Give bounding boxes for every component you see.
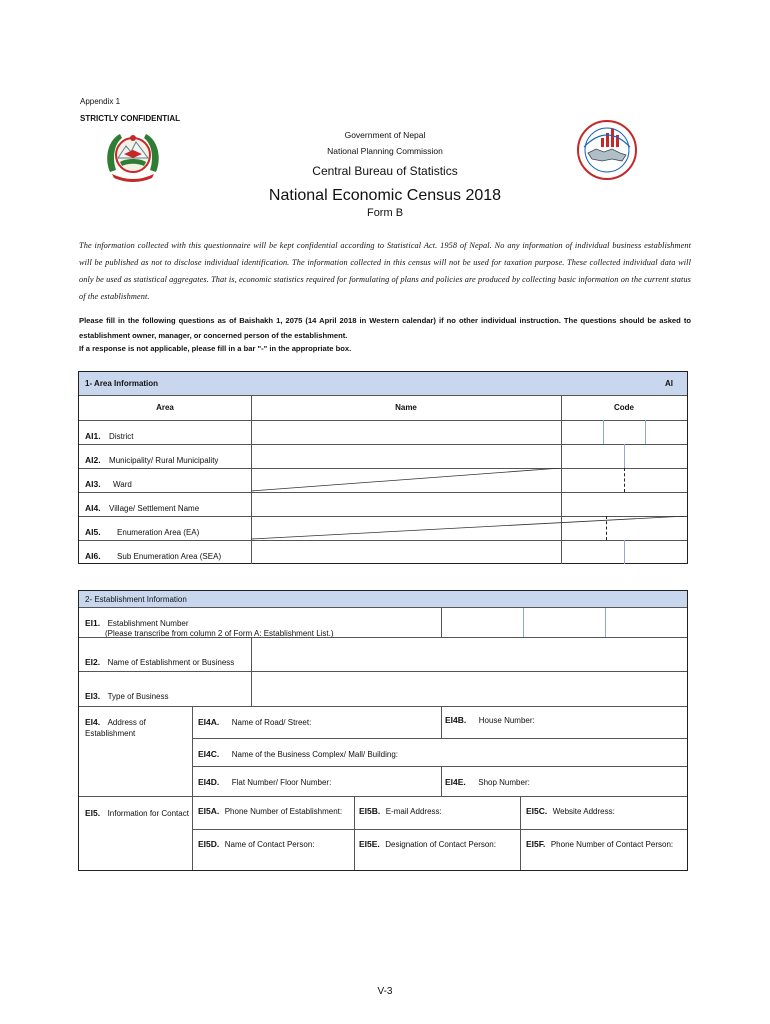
ei5e-field[interactable]: [359, 834, 496, 852]
row-ei4: [85, 712, 146, 730]
ei4a-code: EI4A.: [198, 717, 220, 727]
ai2-name-input[interactable]: [252, 445, 560, 467]
ei5c-field[interactable]: [526, 801, 615, 819]
page-number: V-3: [377, 986, 393, 997]
ei5-code: EI5.: [85, 808, 101, 818]
row-ai2: [85, 450, 218, 468]
ei5d-code: EI5D.: [198, 839, 220, 849]
ei1-number-input[interactable]: [442, 609, 686, 636]
ai3-code-input[interactable]: [562, 469, 686, 491]
ei4c-field[interactable]: [198, 744, 398, 762]
ai2-label: Municipality/ Rural Municipality: [109, 456, 219, 465]
ei5e-label: Designation of Contact Person:: [385, 840, 496, 849]
col-code-header: Code: [614, 403, 634, 412]
establishment-section-title: 2- Establishment Information: [85, 595, 187, 604]
ei4c-code: EI4C.: [198, 749, 220, 759]
ei4a-field[interactable]: [198, 712, 311, 730]
npc-title: National Planning Commission: [327, 146, 443, 156]
cbs-title: Central Bureau of Statistics: [312, 164, 458, 178]
ei1-label: Establishment Number: [107, 619, 189, 628]
ai4-code-input[interactable]: [562, 493, 686, 515]
ei1-note: (Please transcribe from column 2 of Form A: Establishment List.): [105, 629, 334, 638]
area-information-table: [78, 371, 688, 564]
government-title: Government of Nepal: [344, 130, 426, 140]
ei5f-label: Phone Number of Contact Person:: [550, 840, 674, 849]
confidentiality-note: The information collected with this questionnaire will be kept confidential according to Statistical Act. 1958 of Nepal. No any information of individual business establishment will be published as not to disclose individual identification. The information collected in this census will not be used for taxation purpose. These collected individual data will only be used as statistical aggregates. That is, economic statistics required for formulating of plans and policies are produced by collecting basic information on the current status of the establishment.: [79, 241, 691, 301]
ei2-code: EI2.: [85, 657, 101, 667]
ei3-label: Type of Business: [107, 692, 169, 701]
ai3-label: Ward: [113, 480, 132, 489]
ward-name-strike: [251, 468, 561, 492]
ei5b-field[interactable]: [359, 801, 442, 819]
ei2-label: Name of Establishment or Business: [107, 658, 235, 667]
ei5f-code: EI5F.: [526, 839, 546, 849]
ei5d-field[interactable]: [198, 834, 315, 852]
row-ei3: [85, 686, 169, 704]
establishment-section-header: [79, 591, 687, 608]
ai1-label: District: [109, 432, 134, 441]
ai6-name-input[interactable]: [252, 541, 560, 563]
ai2-code-input[interactable]: [562, 445, 686, 467]
ei5b-label: E-mail Address:: [385, 807, 442, 816]
ei5c-label: Website Address:: [552, 807, 615, 816]
ei4d-code: EI4D.: [198, 777, 220, 787]
ei5a-code: EI5A.: [198, 806, 220, 816]
ei4e-label: Shop Number:: [478, 778, 530, 787]
ei5-label: Information for Contact: [107, 809, 189, 818]
ei4-label-2: Establishment: [85, 729, 136, 738]
ei5a-label: Phone Number of Establishment:: [224, 807, 343, 816]
ai5-code: AI5.: [85, 527, 101, 537]
col-name-header: Name: [395, 403, 417, 412]
ai5-label: Enumeration Area (EA): [117, 528, 200, 537]
ai4-code: AI4.: [85, 503, 101, 513]
row-ei2: [85, 652, 234, 670]
row-ai3: [85, 474, 132, 492]
ei5d-label: Name of Contact Person:: [224, 840, 315, 849]
ai6-code: AI6.: [85, 551, 101, 561]
row-ai1: [85, 426, 134, 444]
instruction-na-text: If a response is not applicable, please fill in a bar "-" in the appropriate box.: [79, 344, 352, 353]
establishment-information-table: [78, 590, 688, 871]
ai4-name-input[interactable]: [252, 493, 560, 515]
ai1-code-input[interactable]: [562, 421, 686, 443]
ei5e-code: EI5E.: [359, 839, 380, 849]
ei4d-label: Flat Number/ Floor Number:: [231, 778, 332, 787]
row-ei5: [85, 803, 189, 821]
form-title: Form B: [366, 207, 404, 219]
area-section-code: AI: [665, 379, 673, 388]
ei1-code: EI1.: [85, 618, 101, 628]
ei5b-code: EI5B.: [359, 806, 381, 816]
ai6-label: Sub Enumeration Area (SEA): [117, 552, 222, 561]
ai1-name-input[interactable]: [252, 421, 560, 443]
ei3-type-input[interactable]: [252, 672, 686, 705]
ei5a-field[interactable]: [198, 801, 342, 819]
ei5f-field[interactable]: [526, 834, 673, 852]
instruction-text: Please fill in the following questions as of Baishakh 1, 2075 (14 April 2018 in Western calendar) if no other individual instruction. The questions should be asked to establishment owner, manager, or concerned person of the establishment.: [79, 316, 691, 340]
ei4b-code: EI4B.: [445, 715, 467, 725]
area-section-title: 1- Area Information: [85, 379, 159, 388]
ei5c-code: EI5C.: [526, 806, 548, 816]
ai6-code-input[interactable]: [562, 541, 686, 563]
ei4b-label: House Number:: [478, 716, 535, 725]
ei4e-code: EI4E.: [445, 777, 466, 787]
ei4-label-1: Address of: [107, 718, 146, 727]
ai5-code-input[interactable]: [562, 517, 686, 539]
ei4b-field[interactable]: [445, 710, 535, 728]
area-section-header: [79, 372, 687, 396]
appendix-label: Appendix 1: [80, 97, 121, 106]
row-ai6: [85, 546, 221, 564]
ai1-code: AI1.: [85, 431, 101, 441]
row-ai4: [85, 498, 199, 516]
col-area-header: Area: [156, 403, 174, 412]
ei4a-label: Name of Road/ Street:: [231, 718, 312, 727]
ai2-code: AI2.: [85, 455, 101, 465]
ei4c-label: Name of the Business Complex/ Mall/ Building:: [231, 750, 399, 759]
ei4-code: EI4.: [85, 717, 101, 727]
ai4-label: Village/ Settlement Name: [109, 504, 200, 513]
ei3-code: EI3.: [85, 691, 101, 701]
confidential-label: STRICTLY CONFIDENTIAL: [80, 114, 181, 123]
ei2-name-input[interactable]: [252, 638, 686, 670]
row-ai5: [85, 522, 199, 540]
page-title: National Economic Census 2018: [268, 187, 502, 204]
ai3-code: AI3.: [85, 479, 101, 489]
ei4e-field[interactable]: [445, 772, 530, 790]
ei4d-field[interactable]: [198, 772, 331, 790]
